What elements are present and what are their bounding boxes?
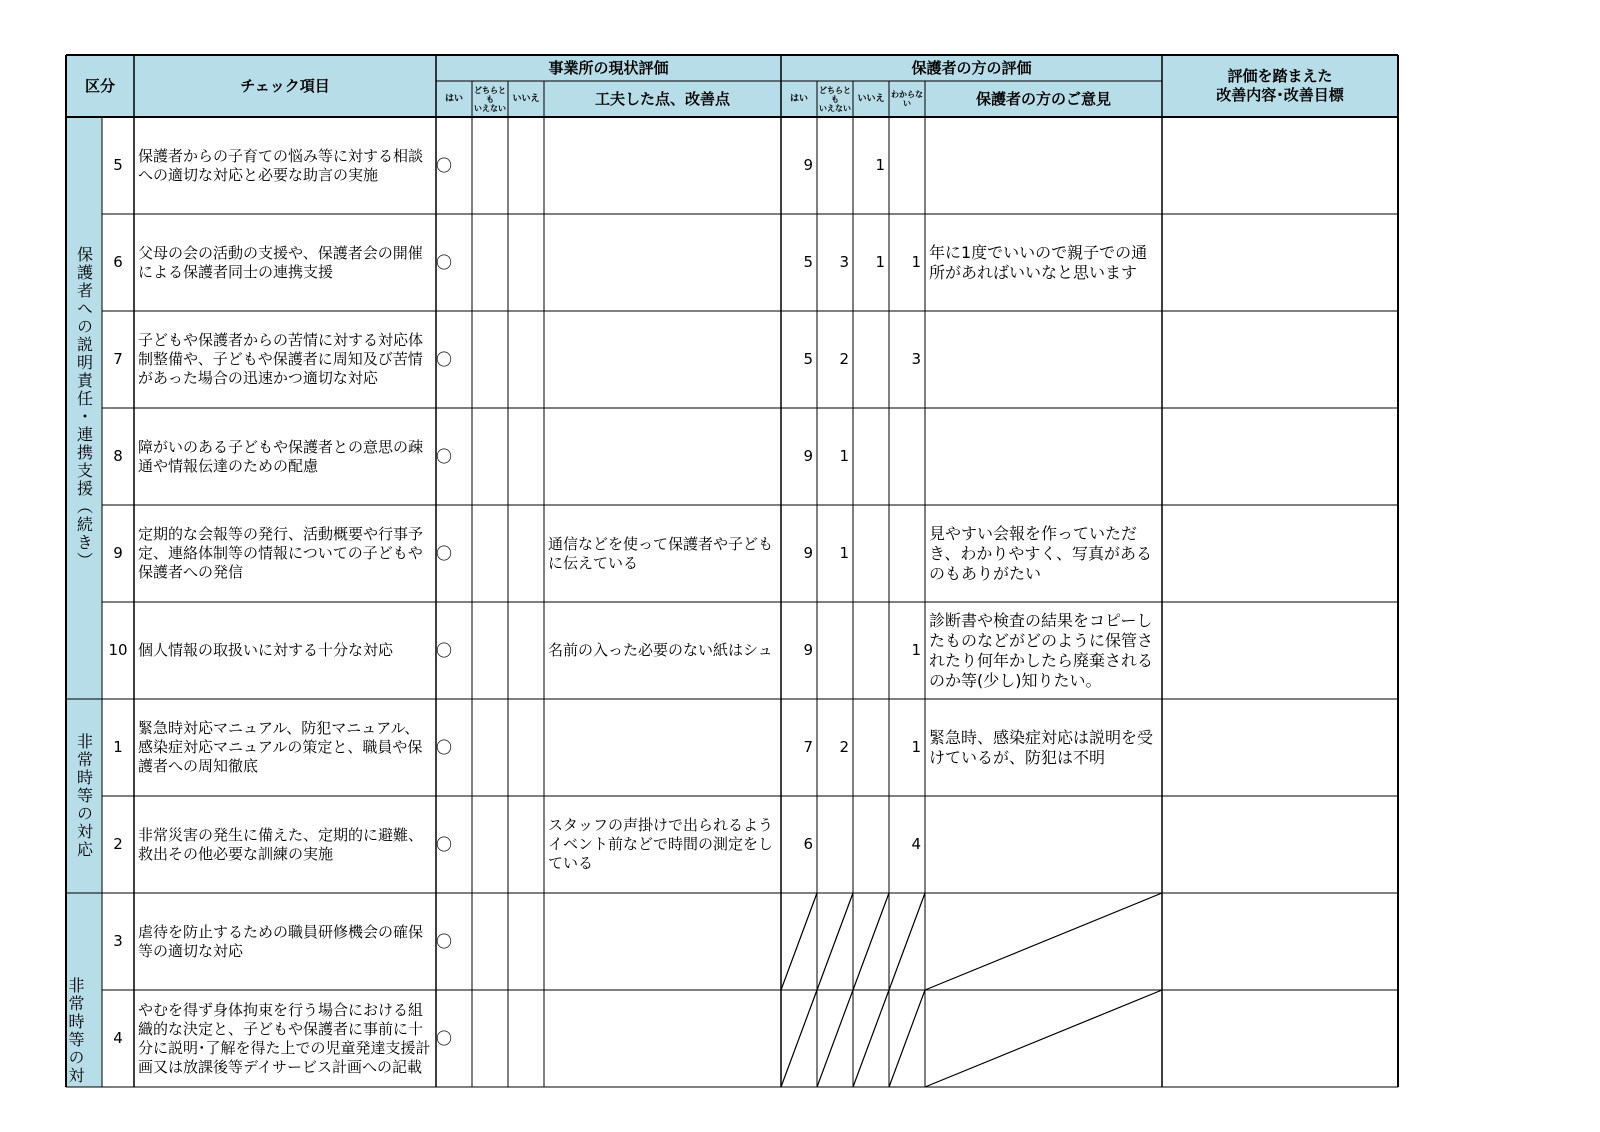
office-yes-mark xyxy=(436,311,472,408)
guardian-yes-count: 5 xyxy=(803,253,813,271)
row-number: 10 xyxy=(108,641,128,659)
guardian-unknown-count xyxy=(889,505,925,602)
slash-line xyxy=(925,893,1162,990)
office-yes-circle-icon: 〇 xyxy=(436,447,453,466)
devised-points-text xyxy=(544,214,781,311)
check-item-text: 父母の会の活動の支援や、保護者会の開催による保護者同士の連携支援 xyxy=(138,243,423,281)
office-yes-circle-icon: 〇 xyxy=(436,350,453,369)
guardian-unknown-count xyxy=(889,117,925,214)
check-item-text: 保護者からの子育ての悩み等に対する相談への適切な対応と必要な助言の実施 xyxy=(138,146,424,184)
header-guardian-no: いいえ xyxy=(853,81,889,117)
office-yes-mark xyxy=(436,214,472,311)
office-yes-circle-icon: 〇 xyxy=(436,156,453,175)
devised-points-text xyxy=(544,408,781,505)
header-improvement: 評価を踏まえた 改善内容･改善目標 xyxy=(1162,55,1398,117)
guardian-unknown-count: 3 xyxy=(911,350,921,368)
check-item-text: 虐待を防止するための職員研修機会の確保等の適切な対応 xyxy=(138,922,424,960)
devised-points-text xyxy=(544,990,781,1087)
office-yes-mark xyxy=(436,699,472,796)
header-guardian-yes: はい xyxy=(781,81,817,117)
slash-line xyxy=(781,893,817,990)
guardian-yes-count: 7 xyxy=(803,738,813,756)
guardian-no-count: 1 xyxy=(875,253,885,271)
guardian-either-count: 2 xyxy=(839,738,849,756)
header-office-eval: 事業所の現状評価 xyxy=(436,55,781,81)
devised-points-text xyxy=(544,893,781,990)
office-yes-circle-icon: 〇 xyxy=(436,253,453,272)
guardian-no-count: 1 xyxy=(875,156,885,174)
check-item-text: 個人情報の取扱いに対する十分な対応 xyxy=(138,641,394,659)
header-office-yes: はい xyxy=(436,81,472,117)
office-yes-mark xyxy=(436,117,472,214)
guardian-opinion-text: 年に1度でいいので親子での通所があればいいなと思います xyxy=(929,242,1148,282)
header-guardian-unknown: わからない xyxy=(889,81,925,117)
slash-line xyxy=(853,893,889,990)
office-yes-circle-icon: 〇 xyxy=(436,932,453,951)
office-yes-mark xyxy=(436,505,472,602)
slash-line xyxy=(889,990,925,1087)
row-number: 4 xyxy=(113,1029,123,1047)
check-item-text: 子どもや保護者からの苦情に対する対応体制整備や、子どもや保護者に周知及び苦情があった場合の迅速かつ適切な対応 xyxy=(138,331,424,387)
header-office-either: どちらとも いえない xyxy=(472,81,508,117)
guardian-yes-count: 5 xyxy=(803,350,813,368)
row-number: 2 xyxy=(113,835,123,853)
devised-points-text: 名前の入った必要のない紙はシュ xyxy=(548,641,773,659)
guardian-either-count xyxy=(817,117,853,214)
office-yes-mark xyxy=(436,796,472,893)
devised-points-text xyxy=(544,699,781,796)
guardian-no-count xyxy=(853,311,889,408)
header-guardian-opinion: 保護者の方のご意見 xyxy=(925,81,1162,117)
header-guardian-either: どちらとも いえない xyxy=(817,81,853,117)
check-item-text: やむを得ず身体拘束を行う場合における組織的な決定と、子どもや保護者に事前に十分に説明･了解を得た上での児童発達支援計画又は放課後等デイサービス計画への記載 xyxy=(138,1000,431,1076)
category-emergency xyxy=(66,699,102,893)
guardian-yes-count: 9 xyxy=(803,447,813,465)
slash-line xyxy=(889,893,925,990)
office-yes-mark xyxy=(436,990,472,1087)
office-yes-mark xyxy=(436,893,472,990)
slash-line xyxy=(781,990,817,1087)
guardian-no-count xyxy=(853,602,889,699)
guardian-no-count xyxy=(853,796,889,893)
office-yes-circle-icon: 〇 xyxy=(436,835,453,854)
slash-line xyxy=(853,990,889,1087)
guardian-opinion-text xyxy=(925,117,1162,214)
guardian-opinion-text xyxy=(925,311,1162,408)
guardian-unknown-count: 1 xyxy=(911,738,921,756)
office-yes-mark xyxy=(436,408,472,505)
guardian-opinion-text xyxy=(925,408,1162,505)
guardian-opinion-text xyxy=(925,796,1162,893)
office-yes-circle-icon: 〇 xyxy=(436,1029,453,1048)
guardian-opinion-text: 見やすい会報を作っていただき、わかりやすく、写真があるのもありがたい xyxy=(929,523,1153,583)
category-emergency-cont xyxy=(66,893,102,1087)
office-yes-circle-icon: 〇 xyxy=(436,738,453,757)
category-emergency-cont-label: 非常時等の対 xyxy=(66,977,85,1085)
row-number: 3 xyxy=(113,932,123,950)
office-yes-mark xyxy=(436,602,472,699)
guardian-either-count xyxy=(817,602,853,699)
guardian-unknown-count xyxy=(889,408,925,505)
slash-line xyxy=(925,990,1162,1087)
devised-points-text: スタッフの声掛けで出られるようイベント前などで時間の測定をしている xyxy=(548,816,774,872)
guardian-unknown-count: 4 xyxy=(911,835,921,853)
header-check-item: チェック項目 xyxy=(134,55,436,117)
row-number: 9 xyxy=(113,544,123,562)
header-category: 区分 xyxy=(66,55,134,117)
row-number: 8 xyxy=(113,447,123,465)
check-item-text: 定期的な会報等の発行、活動概要や行事予定、連絡体制等の情報についての子どもや保護者への発信 xyxy=(138,525,424,581)
guardian-no-count xyxy=(853,408,889,505)
header-devised-points: 工夫した点、改善点 xyxy=(544,81,781,117)
guardian-either-count: 2 xyxy=(839,350,849,368)
guardian-unknown-count: 1 xyxy=(911,253,921,271)
office-yes-circle-icon: 〇 xyxy=(436,641,453,660)
category-accountability-label: 保護者への説明責任・連携支援（続き） xyxy=(74,246,94,570)
slash-line xyxy=(817,990,853,1087)
row-number: 5 xyxy=(113,156,123,174)
guardian-yes-count: 9 xyxy=(803,156,813,174)
devised-points-text: 通信などを使って保護者や子どもに伝えている xyxy=(548,534,774,572)
guardian-opinion-text: 診断書や検査の結果をコピーしたものなどがどのように保管されたり何年かしたら廃棄されるのか等(少し)知りたい。 xyxy=(929,610,1154,690)
guardian-yes-count: 6 xyxy=(803,835,813,853)
row-number: 1 xyxy=(113,738,123,756)
guardian-opinion-text: 緊急時、感染症対応は説明を受けているが、防犯は不明 xyxy=(929,727,1154,767)
row-number: 6 xyxy=(113,253,123,271)
office-yes-circle-icon: 〇 xyxy=(436,544,453,563)
header-guardian-eval: 保護者の方の評価 xyxy=(781,55,1162,81)
row-number: 7 xyxy=(113,350,123,368)
guardian-unknown-count: 1 xyxy=(911,641,921,659)
guardian-yes-count: 9 xyxy=(803,641,813,659)
devised-points-text xyxy=(544,117,781,214)
guardian-yes-count: 9 xyxy=(803,544,813,562)
guardian-either-count: 3 xyxy=(839,253,849,271)
check-item-text: 非常災害の発生に備えた、定期的に避難、救出その他必要な訓練の実施 xyxy=(138,825,424,863)
guardian-no-count xyxy=(853,699,889,796)
devised-points-text xyxy=(544,311,781,408)
check-item-text: 障がいのある子どもや保護者との意思の疎通や情報伝達のための配慮 xyxy=(138,437,424,475)
check-item-text: 緊急時対応マニュアル、防犯マニュアル、感染症対応マニュアルの策定と、職員や保護者への周知徹底 xyxy=(138,719,423,775)
guardian-either-count xyxy=(817,796,853,893)
guardian-either-count: 1 xyxy=(839,447,849,465)
category-accountability xyxy=(66,117,102,699)
header-office-no: いいえ xyxy=(508,81,544,117)
category-emergency-label: 非常時等の対応 xyxy=(74,733,94,859)
guardian-no-count xyxy=(853,505,889,602)
slash-line xyxy=(817,893,853,990)
guardian-either-count: 1 xyxy=(839,544,849,562)
